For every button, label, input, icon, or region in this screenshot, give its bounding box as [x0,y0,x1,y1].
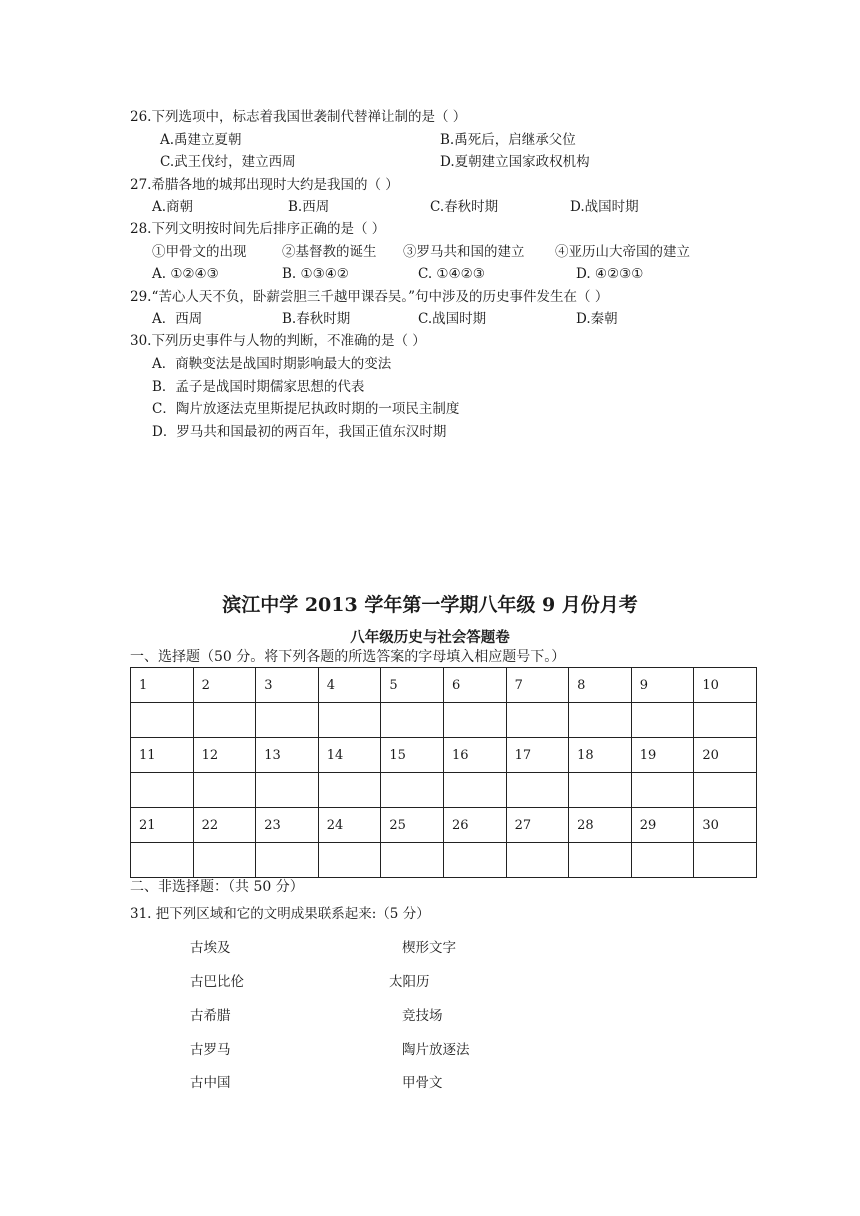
question-29-option-a: A．西周 [152,311,203,327]
answer-cell-number: 22 [193,808,256,843]
answer-blank-cell[interactable] [318,773,381,808]
answer-grid-blank-row [131,773,757,808]
region-item: 古中国 [190,1075,231,1091]
answer-grid-blank-row [131,843,757,878]
answer-blank-cell[interactable] [256,703,319,738]
answer-blank-cell[interactable] [694,773,757,808]
answer-blank-cell[interactable] [318,703,381,738]
question-28-item-3: ③罗马共和国的建立 [403,244,525,260]
question-30-option-c: C．陶片放逐法克里斯提尼执政时期的一项民主制度 [152,401,460,417]
answer-cell-number: 27 [506,808,569,843]
answer-cell-number: 29 [631,808,694,843]
question-28-option-d: D. ④②③① [576,266,644,282]
answer-cell-number: 14 [318,738,381,773]
answer-cell-number: 30 [694,808,757,843]
answer-cell-number: 7 [506,668,569,703]
question-31-stem: 31. 把下列区域和它的文明成果联系起来:（5 分） [130,906,430,922]
question-29-option-c: C.战国时期 [418,311,487,327]
answer-blank-cell[interactable] [443,843,506,878]
question-26-option-d: D.夏朝建立国家政权机构 [440,154,590,170]
question-27-option-d: D.战国时期 [570,199,639,215]
answer-blank-cell[interactable] [193,843,256,878]
question-30-option-b: B．孟子是战国时期儒家思想的代表 [152,379,365,395]
answer-blank-cell[interactable] [381,843,444,878]
answer-blank-cell[interactable] [318,843,381,878]
answer-blank-cell[interactable] [256,843,319,878]
answer-cell-number: 4 [318,668,381,703]
answer-blank-cell[interactable] [193,703,256,738]
question-27-option-a: A.商朝 [152,199,194,215]
answer-cell-number: 8 [569,668,632,703]
answer-cell-number: 16 [443,738,506,773]
question-27-option-c: C.春秋时期 [430,199,499,215]
answer-grid-blank-row [131,703,757,738]
answer-cell-number: 28 [569,808,632,843]
question-27-stem: 27.希腊各地的城邦出现时大约是我国的（ ） [130,177,399,193]
section-1-heading: 一、选择题（50 分。将下列各题的所选答案的字母填入相应题号下。） [130,649,566,665]
question-26-option-c: C.武王伐纣，建立西周 [160,154,296,170]
answer-blank-cell[interactable] [694,843,757,878]
answer-cell-number: 10 [694,668,757,703]
answer-blank-cell[interactable] [131,773,194,808]
answer-cell-number: 6 [443,668,506,703]
question-28-option-a: A. ①②④③ [152,266,219,282]
answer-cell-number: 2 [193,668,256,703]
question-26-stem: 26.下列选项中，标志着我国世袭制代替禅让制的是（ ） [130,109,467,125]
question-29-option-b: B.春秋时期 [282,311,351,327]
answer-cell-number: 5 [381,668,444,703]
question-26-option-a: A.禹建立夏朝 [160,132,242,148]
question-28-stem: 28.下列文明按时间先后排序正确的是（ ） [130,221,386,237]
answer-cell-number: 3 [256,668,319,703]
answer-cell-number: 19 [631,738,694,773]
answer-cell-number: 18 [569,738,632,773]
page-title: 滨江中学 2013 学年第一学期八年级 9 月份月考 [222,594,638,616]
region-item: 古巴比伦 [190,974,244,990]
answer-grid [130,667,757,878]
region-item: 古埃及 [190,940,231,956]
section-2-heading: 二、非选择题：（共 50 分） [130,879,304,895]
question-29-stem: 29.“苦心人天不负，卧薪尝胆三千越甲课吞吴。”句中涉及的历史事件发生在（ ） [130,289,609,305]
answer-blank-cell[interactable] [569,703,632,738]
answer-cell-number: 13 [256,738,319,773]
achievement-item: 甲骨文 [402,1075,443,1091]
achievement-item: 陶片放逐法 [402,1042,470,1058]
question-30-option-d: D．罗马共和国最初的两百年，我国正值东汉时期 [152,424,447,440]
answer-cell-number: 21 [131,808,194,843]
question-28-item-1: ①甲骨文的出现 [152,244,247,260]
answer-blank-cell[interactable] [569,843,632,878]
question-28-item-4: ④亚历山大帝国的建立 [555,244,690,260]
region-item: 古罗马 [190,1042,231,1058]
question-28-option-b: B. ①③④② [282,266,349,282]
answer-blank-cell[interactable] [131,843,194,878]
answer-blank-cell[interactable] [256,773,319,808]
answer-blank-cell[interactable] [193,773,256,808]
answer-cell-number: 26 [443,808,506,843]
achievement-item: 楔形文字 [402,940,456,956]
answer-cell-number: 20 [694,738,757,773]
answer-blank-cell[interactable] [381,773,444,808]
achievement-item: 太阳历 [389,974,430,990]
answer-blank-cell[interactable] [569,773,632,808]
answer-blank-cell[interactable] [506,703,569,738]
question-28-option-c: C. ①④②③ [418,266,485,282]
answer-cell-number: 17 [506,738,569,773]
question-29-option-d: D.秦朝 [576,311,618,327]
answer-blank-cell[interactable] [506,773,569,808]
answer-blank-cell[interactable] [631,773,694,808]
question-30-stem: 30.下列历史事件与人物的判断，不准确的是（ ） [130,333,426,349]
question-26-option-b: B.禹死后，启继承父位 [440,132,576,148]
page-subtitle: 八年级历史与社会答题卷 [350,629,510,646]
answer-blank-cell[interactable] [694,703,757,738]
answer-cell-number: 15 [381,738,444,773]
answer-blank-cell[interactable] [506,843,569,878]
answer-blank-cell[interactable] [631,703,694,738]
answer-cell-number: 25 [381,808,444,843]
answer-grid-number-row [131,668,757,703]
answer-blank-cell[interactable] [131,703,194,738]
answer-cell-number: 12 [193,738,256,773]
achievement-item: 竞技场 [402,1008,443,1024]
question-27-option-b: B.西周 [288,199,330,215]
answer-blank-cell[interactable] [381,703,444,738]
answer-grid-number-row [131,738,757,773]
answer-blank-cell[interactable] [631,843,694,878]
answer-cell-number: 11 [131,738,194,773]
answer-blank-cell[interactable] [443,703,506,738]
answer-cell-number: 1 [131,668,194,703]
answer-blank-cell[interactable] [443,773,506,808]
question-28-item-2: ②基督教的诞生 [282,244,377,260]
region-item: 古希腊 [190,1008,231,1024]
answer-cell-number: 24 [318,808,381,843]
question-30-option-a: A．商鞅变法是战国时期影响最大的变法 [152,356,392,372]
answer-grid-number-row [131,808,757,843]
answer-cell-number: 9 [631,668,694,703]
answer-cell-number: 23 [256,808,319,843]
